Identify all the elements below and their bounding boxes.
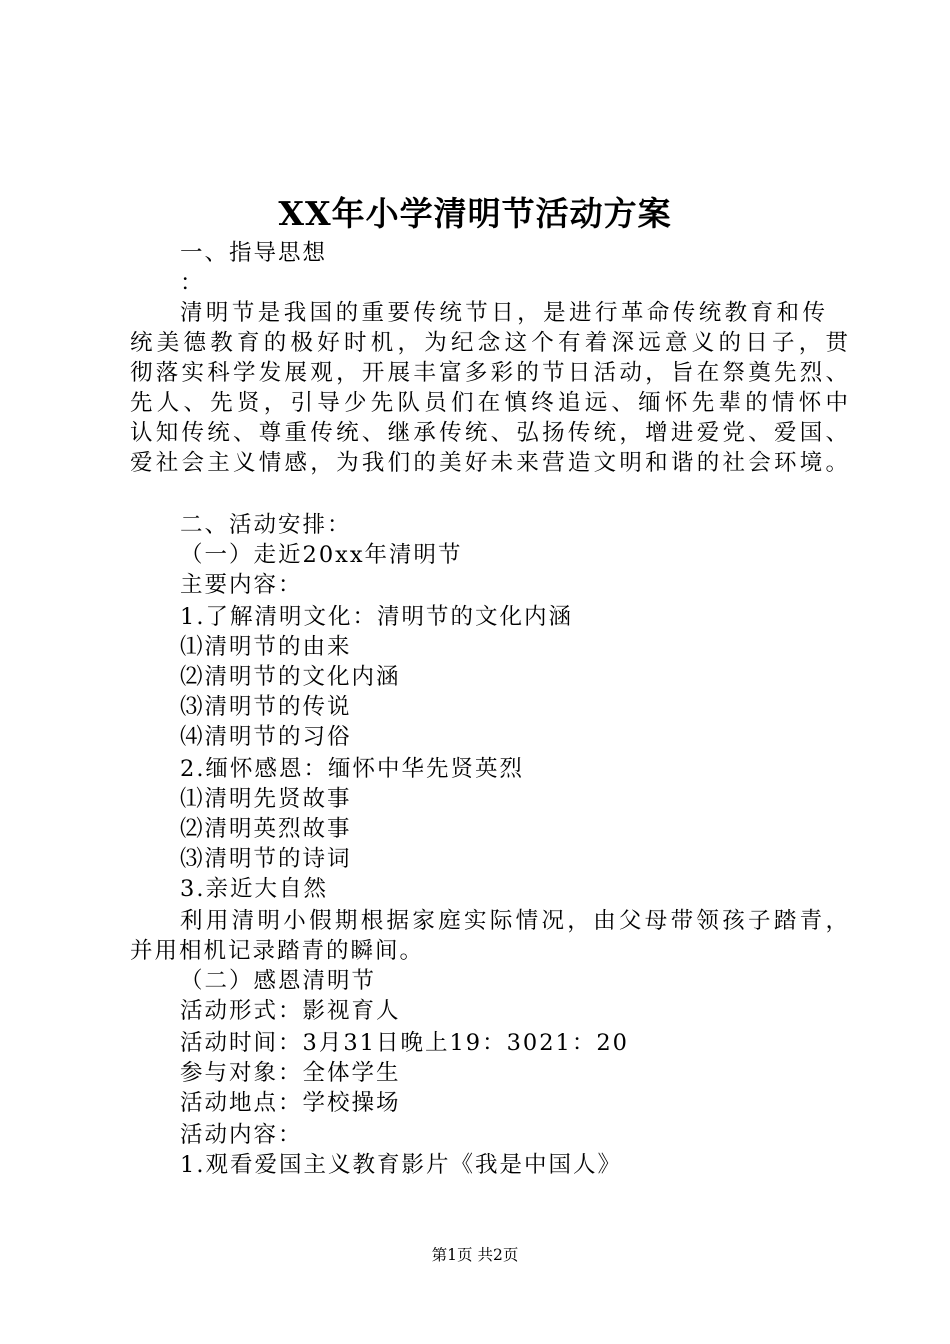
list-item: 2.缅怀感恩：缅怀中华先贤英烈 (180, 756, 524, 782)
subsection-heading: （二）感恩清明节 (180, 968, 377, 994)
paragraph-line: 并用相机记录踏青的瞬间。 (130, 938, 425, 964)
list-item: ⑵清明节的文化内涵 (180, 664, 401, 690)
list-item: 1.观看爱国主义教育影片《我是中国人》 (180, 1152, 622, 1178)
detail-line: 参与对象：全体学生 (180, 1060, 401, 1086)
list-item: ⑴清明先贤故事 (180, 786, 352, 812)
paragraph-line: 清明节是我国的重要传统节日，是进行革命传统教育和传 (180, 300, 825, 326)
paragraph-line: 统美德教育的极好时机，为纪念这个有着深远意义的日子，贯 (130, 330, 848, 356)
detail-line: 活动时间：3月31日晚上19：3021：20 (180, 1030, 629, 1056)
section-heading-guiding-ideology: 一、指导思想 (180, 240, 328, 266)
list-item: ⑶清明节的诗词 (180, 846, 352, 872)
paragraph-line: 先人、先贤，引导少先队员们在慎终追远、缅怀先辈的情怀中 (130, 390, 848, 416)
page-footer: 第1页 共2页 (431, 1246, 519, 1264)
list-item: 1.了解清明文化：清明节的文化内涵 (180, 604, 573, 630)
list-item: ⑴清明节的由来 (180, 634, 352, 660)
paragraph-line: 爱社会主义情感，为我们的美好未来营造文明和谐的社会环境。 (130, 450, 848, 476)
list-item: 3.亲近大自然 (180, 876, 328, 902)
list-item: ⑶清明节的传说 (180, 694, 352, 720)
paragraph-line: 利用清明小假期根据家庭实际情况，由父母带领孩子踏青， (180, 908, 848, 934)
paragraph-line: 彻落实科学发展观，开展丰富多彩的节日活动，旨在祭奠先烈、 (130, 360, 848, 386)
colon-line: ： (180, 270, 205, 296)
document-title: XX年小学清明节活动方案 (278, 194, 672, 233)
detail-line: 活动形式：影视育人 (180, 998, 401, 1024)
list-item: ⑵清明英烈故事 (180, 816, 352, 842)
subsection-heading: （一）走近20xx年清明节 (180, 542, 463, 568)
list-item: ⑷清明节的习俗 (180, 724, 352, 750)
detail-line: 活动地点：学校操场 (180, 1090, 401, 1116)
list-label: 主要内容： (180, 572, 303, 598)
paragraph-line: 认知传统、尊重传统、继承传统、弘扬传统，增进爱党、爱国、 (130, 420, 848, 446)
section-heading-activity-arrangement: 二、活动安排： (180, 512, 352, 538)
detail-line: 活动内容： (180, 1122, 303, 1148)
